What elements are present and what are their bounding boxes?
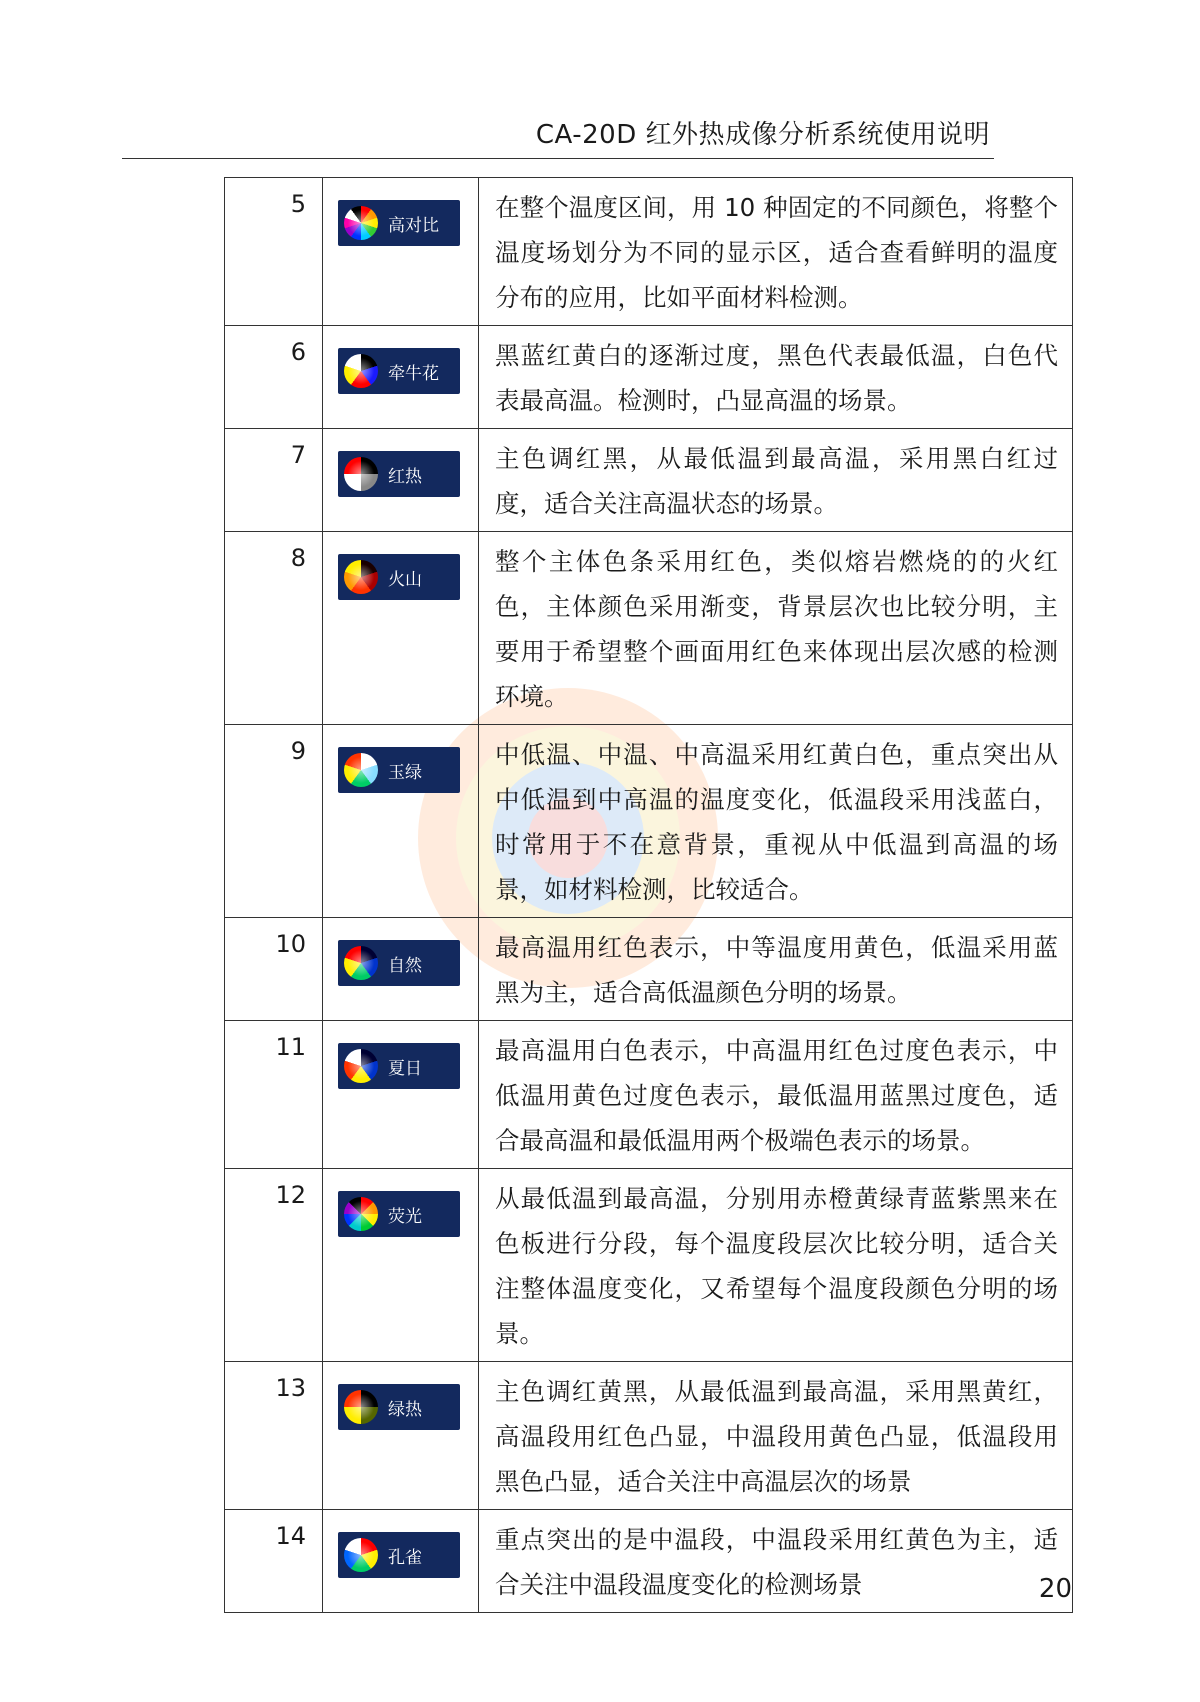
palette-description: 中低温、中温、中高温采用红黄白色，重点突出从中低温到中高温的温度变化，低温段采用浅蓝白，时常用于不在意背景，重视从中低温到高温的场景，如材料检测，比较适合。 [479,725,1073,918]
row-number: 9 [225,725,323,918]
palette-button [338,1532,460,1578]
morning-glory-wheel-icon [344,354,378,388]
palette-icon-cell [323,918,479,1021]
palette-label: 牵牛花 [388,363,439,384]
table-row [225,1021,1073,1169]
header-divider [122,158,994,159]
palette-description: 重点突出的是中温段，中温段采用红黄色为主，适合关注中温段温度变化的检测场景 [479,1510,1073,1613]
table-row [225,1510,1073,1613]
peacock-wheel-icon [344,1538,378,1572]
palette-label: 荧光 [388,1206,422,1227]
palette-button [338,451,460,497]
palette-button [338,1043,460,1089]
fluorescent-wheel-icon [344,1197,378,1231]
palette-label: 高对比 [388,215,439,236]
table-row [225,532,1073,725]
palette-description: 最高温用白色表示，中高温用红色过度色表示，中低温用黄色过度色表示，最低温用蓝黑过度色，适合最高温和最低温用两个极端色表示的场景。 [479,1021,1073,1169]
palette-icon-cell [323,1362,479,1510]
high-contrast-wheel-icon [344,206,378,240]
palette-description: 主色调红黑，从最低温到最高温，采用黑白红过度，适合关注高温状态的场景。 [479,429,1073,532]
palette-label: 孔雀 [388,1547,422,1568]
page-number: 20 [1038,1574,1072,1604]
palette-icon-cell [323,532,479,725]
palette-label: 红热 [388,466,422,487]
palette-label: 火山 [388,569,422,590]
palette-description: 最高温用红色表示，中等温度用黄色，低温采用蓝黑为主，适合高低温颜色分明的场景。 [479,918,1073,1021]
table-row [225,1169,1073,1362]
row-number: 13 [225,1362,323,1510]
palette-description: 黑蓝红黄白的逐渐过度，黑色代表最低温，白色代表最高温。检测时，凸显高温的场景。 [479,326,1073,429]
row-number: 14 [225,1510,323,1613]
palette-icon-cell [323,1510,479,1613]
palette-description: 主色调红黄黑，从最低温到最高温，采用黑黄红，高温段用红色凸显，中温段用黄色凸显，低温段用黑色凸显，适合关注中高温层次的场景 [479,1362,1073,1510]
palette-label: 夏日 [388,1058,422,1079]
green-hot-wheel-icon [344,1390,378,1424]
row-number: 8 [225,532,323,725]
palette-icon-cell [323,326,479,429]
palette-description: 整个主体色条采用红色，类似熔岩燃烧的的火红色，主体颜色采用渐变，背景层次也比较分明，主要用于希望整个画面用红色来体现出层次感的检测环境。 [479,532,1073,725]
table-row [225,429,1073,532]
palette-button [338,200,460,246]
palette-button [338,940,460,986]
table-row [225,326,1073,429]
row-number: 12 [225,1169,323,1362]
palette-icon-cell [323,1169,479,1362]
row-number: 10 [225,918,323,1021]
palette-button [338,747,460,793]
row-number: 7 [225,429,323,532]
palette-icon-cell [323,178,479,326]
palette-button [338,348,460,394]
summer-wheel-icon [344,1049,378,1083]
red-hot-wheel-icon [344,457,378,491]
table-row [225,1362,1073,1510]
document-header-title: CA-20D 红外热成像分析系统使用说明 [535,120,990,150]
palette-icon-cell [323,1021,479,1169]
row-number: 5 [225,178,323,326]
row-number: 11 [225,1021,323,1169]
table-row [225,725,1073,918]
jade-green-wheel-icon [344,753,378,787]
palette-button [338,554,460,600]
palette-label: 自然 [388,955,422,976]
palette-table [224,177,1073,1613]
palette-icon-cell [323,725,479,918]
palette-description: 从最低温到最高温，分别用赤橙黄绿青蓝紫黑来在色板进行分段，每个温度段层次比较分明，适合关注整体温度变化，又希望每个温度段颜色分明的场景。 [479,1169,1073,1362]
volcano-wheel-icon [344,560,378,594]
palette-label: 绿热 [388,1399,422,1420]
table-row [225,178,1073,326]
palette-button [338,1384,460,1430]
palette-icon-cell [323,429,479,532]
palette-description: 在整个温度区间，用 10 种固定的不同颜色，将整个温度场划分为不同的显示区，适合查看鲜明的温度分布的应用，比如平面材料检测。 [479,178,1073,326]
row-number: 6 [225,326,323,429]
palette-label: 玉绿 [388,762,422,783]
table-row [225,918,1073,1021]
natural-wheel-icon [344,946,378,980]
palette-button [338,1191,460,1237]
